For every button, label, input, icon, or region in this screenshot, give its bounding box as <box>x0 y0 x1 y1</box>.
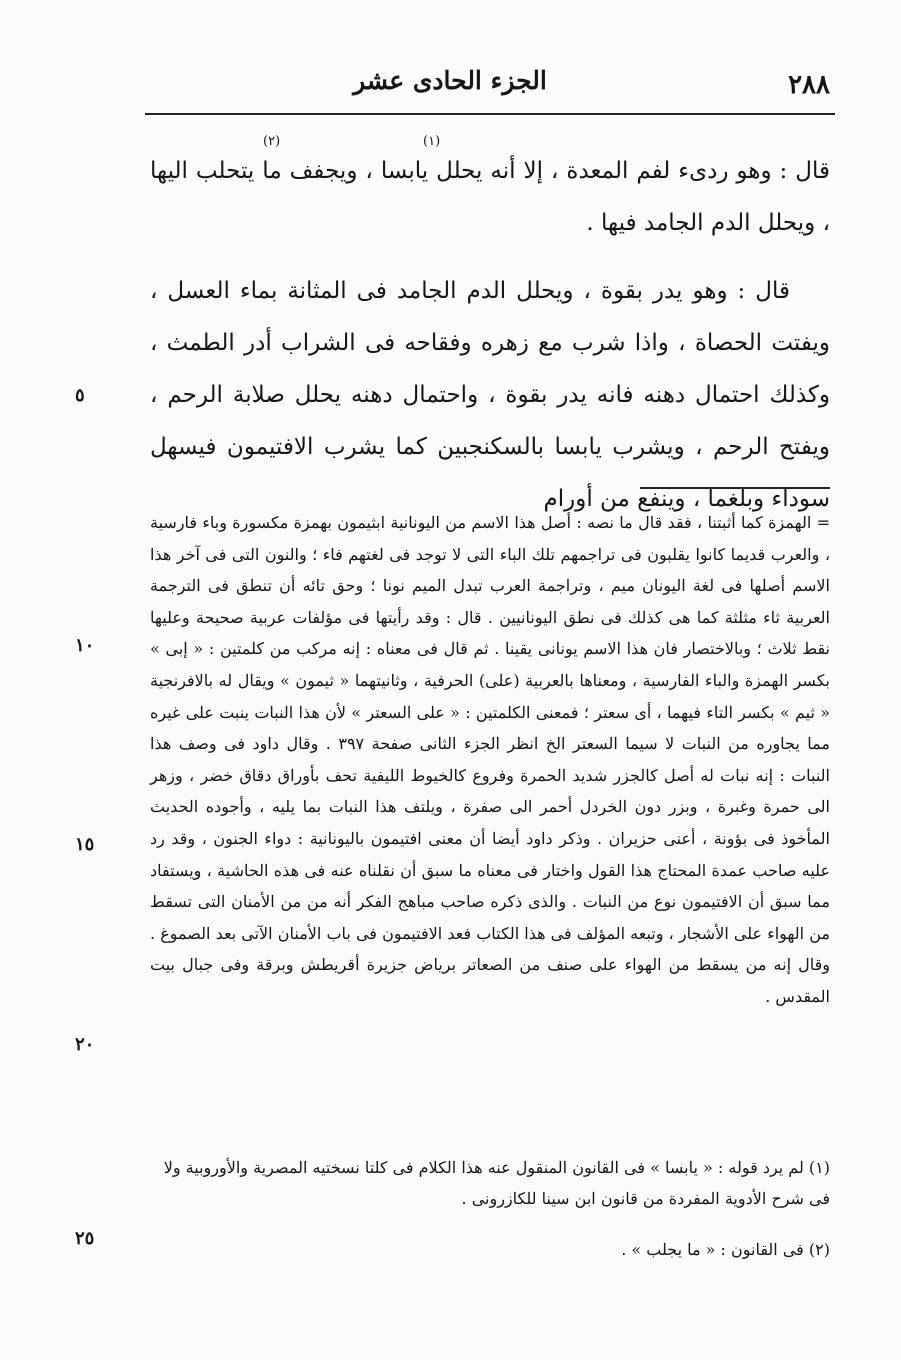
line-number: ٥ <box>75 385 85 406</box>
footnote-2: (٢) فى القانون : « ما يجلب » . <box>621 1240 830 1259</box>
footnote-reference-2: (٢) <box>263 134 281 149</box>
footnote-separator <box>640 487 830 489</box>
footnote-continuation: = الهمزة كما أثبتنا ، فقد قال ما نصه : أصل هذا الاسم من اليونانية ابثيمون بهمزة مكسورة وباء فارسية ، والعرب قديما كانوا يقلبون فى تراجمهم تلك الباء التى لا توجد فى لغتهم فاء ؛ والنون التى فى آخر هذا الاسم أصلها فى لغة اليونان ميم ، وتراجمة العرب تبدل الميم نونا ؛ وحق تائه أن تنطق فى الترجمة العربية ثاء مثلثة كما هى كذلك فى نطق اليونانيين . قال : وقد رأيتها فى مؤلفات عربية صحيحة وعليها نقط ثلاث ؛ وبالاختصار فان هذا الاسم يونانى يقينا . ثم قال فى معناه : إنه مركب من كلمتين : « إبى » بكسر الهمزة والباء الفارسية ، ومعناها بالعربية (على) الحرفية ، وثانيتهما « ثيمون » ويقال له بالافرنجية « ثيم » بكسر التاء فيهما ، أى سعتر ؛ فمعنى الكلمتين : « على السعتر » لأن هذا النبات ينبت على غيره مما يجاوره من النبات لا سيما السعتر الخ انظر الجزء الثانى صفحة ٣٩٧ . وقال داود فى وصف هذا النبات : إنه نبات له أصل كالجزر شديد الحمرة وفروع كالخيوط الليفية تحف بأوراق دقاق خضر ، وزهر الى حمرة وغبرة ، وبزر دون الخردل أحمر الى صفرة ، ويلتف هذا النبات بما يليه ، وأجوده الحديث المأخوذ فى بؤونة ، أعنى حزيران . وذكر داود أيضا أن معنى افتيمون باليونانية : دواء الجنون ، وقد رد عليه صاحب عمدة المحتاج هذا القول واختار فى معناه ما سبق أن نقلناه عنه فى هذه الحاشية ، ويستفاد مما سبق أن الافتيمون نوع من النبات . والذى ذكره صاحب مباهج الفكر أنه من من الأمنان التى تسقط من الهواء على الأشجار ، وتبعه المؤلف فى هذا الكتاب فعد الافتيمون فى باب الأمنان الآتى بعد الصموغ . وقال إنه من يسقط من الهواء على صنف من الصعاتر برياض جزيرة أقريطش وبرقة وفى جبال بيت المقدس . <box>150 513 831 1006</box>
page-number: ٢٨٨ <box>788 70 830 100</box>
line-number: ١٥ <box>75 834 95 855</box>
line-number: ٢٥ <box>75 1228 95 1249</box>
footnote-1: (١) لم يرد قوله : « يابسا » فى القانون المنقول عنه هذا الكلام فى كلتا نسختيه المصرية والأوروبية ولا فى شرح الأدوية المفردة من قانون ابن سينا للكازرونى . <box>163 1158 830 1208</box>
footnote-reference-1: (١) <box>423 134 441 149</box>
running-header-title: الجزء الحادى عشر <box>353 66 547 95</box>
body-paragraph-2: قال : وهو يدر بقوة ، ويحلل الدم الجامد فى المثانة بماء العسل ، ويفتت الحصاة ، واذا شرب مع زهره وفقاحه فى الشراب أدر الطمث ، وكذلك احتمال دهنه فانه يدر بقوة ، واحتمال دهنه يحلل صلابة الرحم ، ويفتح الرحم ، ويشرب يابسا بالسكنجبين كما يشرب الافتيمون فيسهل سوداء وبلغما ، وينفع من أورام <box>150 278 830 512</box>
header-rule <box>145 113 835 115</box>
line-number: ٢٠ <box>75 1034 95 1055</box>
body-paragraph-1: قال : وهو ردىء لفم المعدة ، إلا أنه يحلل يابسا ، ويجفف ما يتحلب اليها ، ويحلل الدم الجامد فيها . <box>150 158 830 236</box>
line-number: ١٠ <box>75 635 95 656</box>
